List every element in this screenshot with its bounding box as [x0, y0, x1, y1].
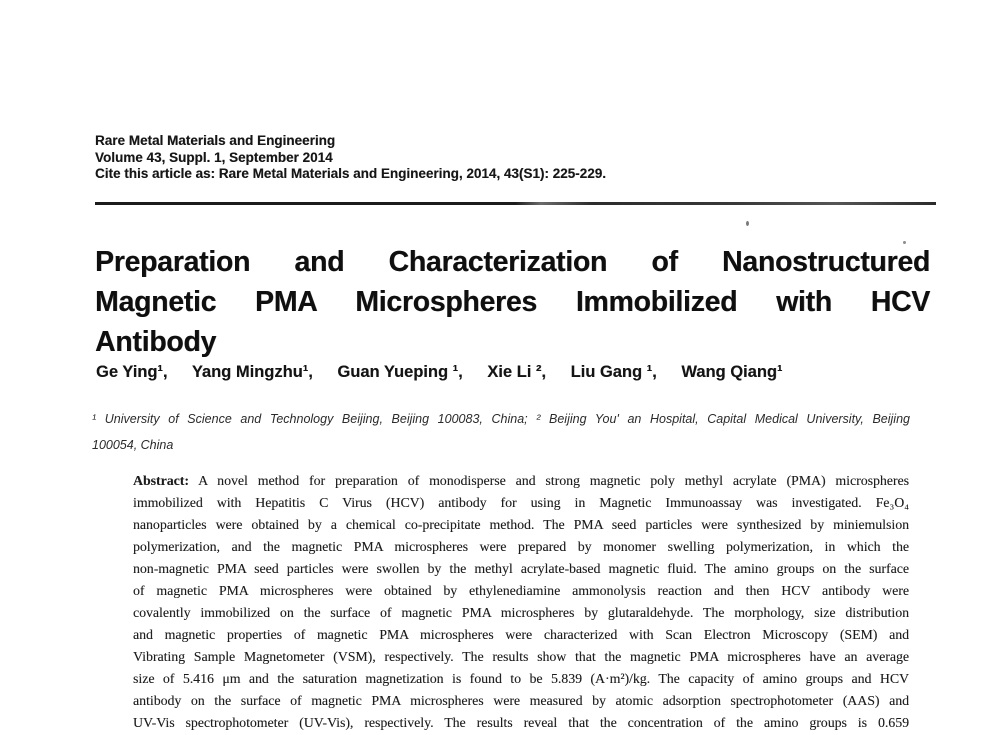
author-name: Yang Mingzhu¹,: [191, 363, 313, 381]
article-title-line-2: Magnetic PMA Microspheres Immobilized with HCV: [95, 286, 930, 318]
journal-citation-line: Cite this article as: Rare Metal Materials and Engineering, 2014, 43(S1): 225-229.: [95, 166, 606, 181]
journal-header: [95, 133, 795, 183]
journal-name: Rare Metal Materials and Engineering: [95, 133, 336, 148]
author-list: [96, 363, 896, 382]
abstract-line-text: A novel method for preparation of monodisperse and strong magnetic poly methyl acrylate (PMA) microspheres: [198, 473, 909, 488]
abstract: [133, 470, 909, 734]
scan-speck: [746, 221, 749, 226]
article-title-line-1: Preparation and Characterization of Nanostructured: [95, 246, 930, 278]
abstract-line: nanoparticles were obtained by a chemical co-precipitate method. The PMA seed particles were synthesized by miniemulsion: [133, 517, 909, 532]
abstract-line: immobilized with Hepatitis C Virus (HCV) antibody for using in Magnetic Immunoassay was investigated. Fe₃O₄: [133, 495, 909, 510]
article-title-line-3: Antibody: [95, 326, 217, 358]
abstract-line: covalently immobilized on the surface of magnetic PMA microspheres by glutaraldehyde. The morphology, size distribution: [133, 605, 909, 620]
abstract-label: Abstract:: [133, 473, 189, 488]
abstract-line: [133, 470, 909, 492]
author-name: Ge Ying¹,: [96, 363, 168, 381]
author-name: Wang Qiang¹: [681, 363, 783, 381]
abstract-line: and magnetic properties of magnetic PMA microspheres were characterized with Scan Electron Microscopy (SEM) and: [133, 627, 909, 642]
author-name: Liu Gang ¹,: [570, 363, 657, 381]
scan-speck: [903, 241, 906, 244]
affiliation-line-1: ¹ University of Science and Technology Beijing, Beijing 100083, China; ² Beijing You' an Hospital, Capital Medical University, Beijing: [92, 412, 910, 426]
abstract-line: UV-Vis spectrophotometer (UV-Vis), respectively. The results reveal that the concentration of the amino groups is 0.659: [133, 715, 909, 730]
affiliations: [92, 406, 910, 458]
affiliation-line-2: 100054, China: [92, 438, 174, 452]
abstract-line: non-magnetic PMA seed particles were swollen by the methyl acrylate-based magnetic fluid. The amino groups on the surface: [133, 561, 909, 576]
abstract-line: Vibrating Sample Magnetometer (VSM), respectively. The results show that the magnetic PMA microspheres have an average: [133, 649, 909, 664]
abstract-line: antibody on the surface of magnetic PMA microspheres were measured by atomic adsorption spectrophotometer (AAS) and: [133, 693, 909, 708]
author-name: Guan Yueping ¹,: [337, 363, 463, 381]
abstract-line: polymerization, and the magnetic PMA microspheres were prepared by monomer swelling polymerization, in which the: [133, 539, 909, 554]
abstract-line: of magnetic PMA microspheres were obtained by ethylenediamine ammonolysis reaction and then HCV antibody were: [133, 583, 909, 598]
article-title: [95, 242, 930, 362]
journal-volume-line: Volume 43, Suppl. 1, September 2014: [95, 149, 333, 165]
author-name: Xie Li ²,: [487, 363, 546, 381]
header-divider: [95, 202, 936, 205]
abstract-line: size of 5.416 μm and the saturation magnetization is found to be 5.839 (A·m²)/kg. The capacity of amino groups and HCV: [133, 671, 909, 686]
